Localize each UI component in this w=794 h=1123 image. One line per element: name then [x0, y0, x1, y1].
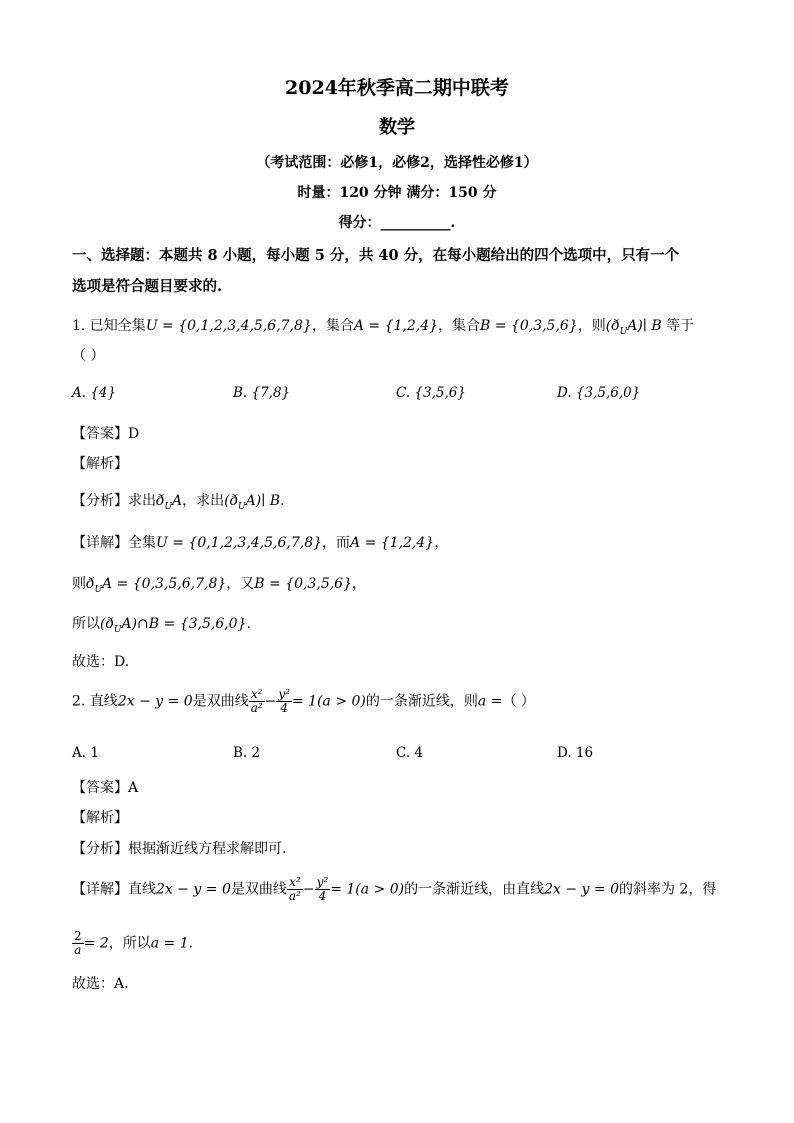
q1-option-c: C. {3,5,6}: [396, 385, 466, 401]
q2-option-d: D. 16: [557, 745, 594, 761]
q2-analysis-label: 【解析】: [72, 810, 128, 826]
q1-choose: 故选：D.: [72, 654, 130, 670]
q2-option-b: B. 2: [233, 745, 261, 761]
q1-set-b: B = {0,3,5,6}: [480, 318, 578, 334]
q2-detail-1: 【详解】直线2x − y = 0是双曲线 $\frac{\text{x²}}{\text{a²}}$ − $\frac{\text{y²}}{4}$ = 1(a > 0)的一条渐近线，由直线2x − y = 0的斜率为 2，得: [72, 875, 717, 903]
q1-detail-3: 所以$(ð_UA)\cap B = \{3,5,6,0\}$.: [72, 616, 251, 635]
q1-set-a: A = {1,2,4}: [353, 318, 439, 334]
q1-set-u: U = {0,1,2,3,4,5,6,7,8}: [145, 318, 312, 334]
q2-stem: 2. 直线2x − y = 0是双曲线 $\frac{\text{x²}}{\text{a²}}$ − $\frac{\text{y²}}{4}$ = 1(a > 0)的一条渐近线，则a =（ ）: [72, 687, 535, 715]
q1-detail-2: 则$ð_UA = \{0,3,5,6,7,8\}$，又B = {0,3,5,6}，: [72, 576, 366, 595]
q1-answer: 【答案】D: [72, 426, 140, 442]
section-heading-line2: 选项是符合题目要求的.: [72, 278, 223, 295]
q2-detail-2: $\frac{2}{a}$ = 2，所以a = 1.: [74, 929, 194, 957]
q1-option-d: D. {3,5,6,0}: [557, 385, 641, 401]
q1-paren: （ ）: [72, 348, 105, 364]
q2-fenxi: 【分析】根据渐近线方程求解即可.: [72, 841, 287, 857]
q2-frac-x: $\frac{\text{x²}}{\text{a²}}$: [250, 687, 263, 715]
q2-option-a: A. 1: [72, 745, 99, 761]
q1-mid1: ，集合: [311, 318, 354, 334]
q2-option-c: C. 4: [396, 745, 424, 761]
q1-mid2: ，集合: [438, 318, 481, 334]
q2-answer: 【答案】A: [72, 780, 139, 796]
subject-title: 数学: [379, 117, 415, 138]
q1-prefix: 1. 已知全集: [72, 318, 146, 334]
q2-choose: 故选：A.: [72, 976, 129, 992]
q1-fenxi: 【分析】求出$ð_UA$，求出$(ð_UA)∣$ B.: [72, 493, 285, 512]
section-heading-line1: 一、选择题：本题共 8 小题，每小题 5 分，共 40 分，在每小题给出的四个选项中，只有一个: [72, 247, 680, 264]
q2-frac-y: $\frac{\text{y²}}{4}$: [278, 687, 290, 715]
time-score: 时量：120 分钟 满分：150 分: [297, 185, 497, 201]
q1-analysis-label: 【解析】: [72, 456, 128, 472]
q1-option-a: A. {4}: [72, 385, 117, 401]
q1-stem: [72, 315, 694, 337]
q1-option-b: B. {7,8}: [233, 385, 291, 401]
q1-detail-1: 【详解】全集U = {0,1,2,3,4,5,6,7,8}，而A = {1,2,4}，: [72, 535, 449, 551]
q1-mid3: ，则: [577, 318, 606, 334]
q1-suffix: 等于: [666, 318, 695, 334]
page-title: 2024年秋季高二期中联考: [285, 77, 509, 99]
q1-expr: $(ð_UA)∣$ B: [605, 318, 662, 337]
score-line: 得分：__________.: [338, 215, 456, 231]
exam-scope: （考试范围：必修1，必修2，选择性必修1）: [256, 155, 538, 171]
